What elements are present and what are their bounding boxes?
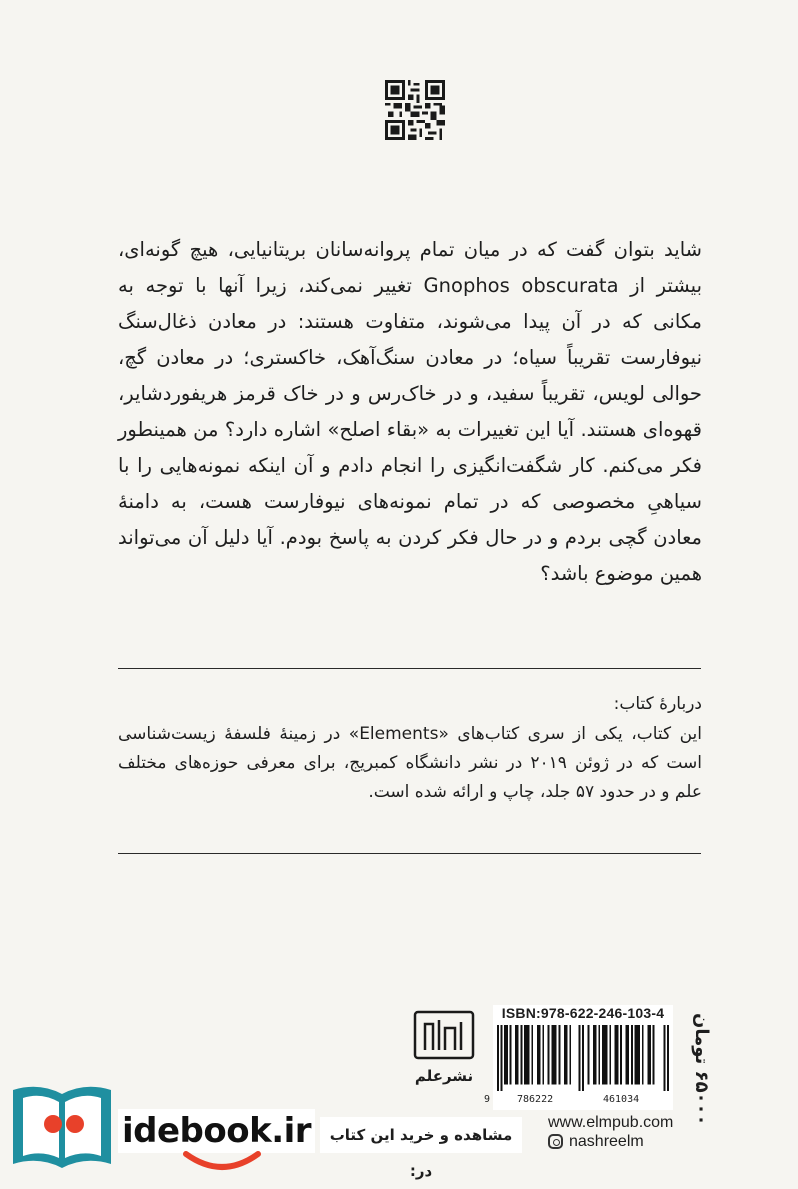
divider-bottom bbox=[118, 853, 701, 854]
idebook-logo-icon bbox=[9, 1078, 115, 1178]
about-heading: دربارهٔ کتاب: bbox=[613, 694, 702, 714]
price-label: ۶۵۰۰۰ تومان bbox=[691, 1012, 712, 1126]
barcode-bars bbox=[497, 1025, 669, 1091]
divider-top bbox=[118, 668, 701, 669]
barcode-digit-first: 9 bbox=[484, 1094, 491, 1105]
publisher-website[interactable]: www.elmpub.com bbox=[548, 1114, 674, 1131]
isbn-text: ISBN:978-622-246-103-4 bbox=[501, 1005, 665, 1021]
back-cover-blurb: شاید بتوان گفت که در میان تمام پروانه‌سانان بریتانیایی، هیچ گونه‌ای، بیشتر از Gnophos obscurata تغییر نمی‌کند، زیرا آنها با توجه به مکانی که در آن پیدا می‌شوند، متفاوت هستند: در معادن ذغال‌سنگ نیوفارست تقریباً سیاه؛ در معادن سنگ‌آهک، خاکستری؛ در معادن گچ، حوالی لویس، تقریباً سفید، و در خاک‌رس و در خاک قرمز هریفوردشایر، قهوه‌ای هستند. آیا این تغییرات به «بقاء اصلح» اشاره دارد؟ من همینطور فکر می‌کنم. کار شگفت‌انگیزی را انجام دادم و آن اینکه نمونه‌هایی را با سیاهیِ مخصوصی که در تمام نمونه‌های نیوفارست هست، به دامنهٔ معادن گچی بردم و در حال فکر کردن به پاسخ بودم. آیا دلیل آن می‌تواند همین موضوع باشد؟ bbox=[118, 238, 702, 585]
idebook-brand[interactable]: idebook.ir bbox=[118, 1109, 315, 1153]
idebook-tagline: مشاهده و خرید این کتاب در: bbox=[320, 1117, 522, 1153]
instagram-icon bbox=[548, 1134, 563, 1149]
barcode bbox=[484, 1005, 673, 1110]
barcode-digits-right: 461034 bbox=[603, 1094, 640, 1105]
publisher-instagram[interactable]: nashreelm bbox=[569, 1133, 644, 1150]
smile-underline-icon bbox=[182, 1150, 262, 1174]
publisher-logo-icon bbox=[413, 1010, 475, 1060]
barcode-digits-left: 786222 bbox=[517, 1094, 554, 1105]
about-body: این کتاب، یکی از سری کتاب‌های «Elements» در زمینهٔ فلسفهٔ زیست‌شناسی است که در ژوئن ۲۰۱۹ در نشر دانشگاه کمبریج، برای معرفی حوزه‌های مختلف علم و در حدود ۵۷ جلد، چاپ و ارائه شده است. bbox=[118, 724, 703, 802]
qr-code bbox=[385, 80, 445, 140]
publisher-name: نشرعلم bbox=[414, 1067, 474, 1085]
